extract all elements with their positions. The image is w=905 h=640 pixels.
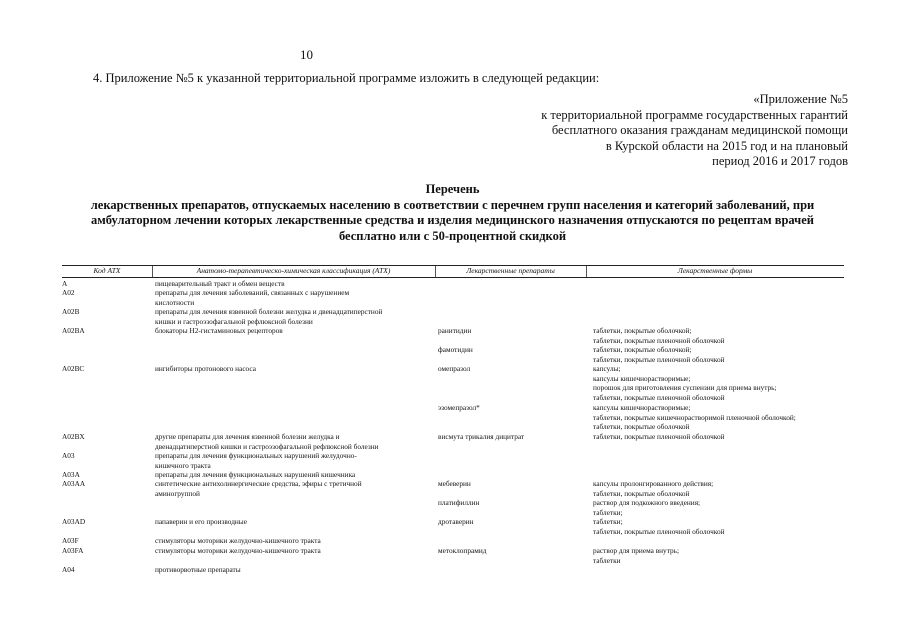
cell-text: противорвотные препараты (155, 565, 241, 574)
cell-text: A03 (62, 451, 75, 460)
cell-text: папаверин и его производные (155, 517, 247, 526)
cell-text: препараты для лечения функциональных нарушений желудочно- (155, 451, 357, 460)
cell-text: раствор для приема внутрь; (593, 546, 679, 555)
cell-code (62, 326, 152, 336)
cell-cls (155, 565, 435, 575)
cell-text: таблетки, покрытые оболочкой (593, 488, 690, 498)
cell-text: капсулы кишечнорастворимые; (593, 403, 691, 412)
header-atc: Анатомо-терапевтическо-химическая классификация (АТХ) (196, 266, 391, 275)
cell-text: пищеварительный тракт и обмен веществ (155, 279, 285, 288)
cell-code (62, 517, 152, 527)
cell-text: кислотности (155, 297, 195, 307)
cell-forms (593, 345, 853, 364)
cell-text: препараты для лечения язвенной болезни желудка и двенадцатиперстной (155, 307, 383, 316)
header-drugs: Лекарственные препараты (466, 266, 555, 275)
cell-code (62, 479, 152, 489)
cell-cls (155, 432, 435, 451)
cell-text: дротаверин (438, 517, 474, 526)
cell-forms (593, 498, 853, 517)
cell-code (62, 364, 152, 374)
cell-text: таблетки, покрытые пленочной оболочкой (593, 432, 725, 441)
cell-code (62, 536, 152, 546)
cell-text: таблетки, покрытые пленочной оболочкой (593, 526, 725, 536)
cell-cls (155, 517, 435, 527)
cell-text: A03FA (62, 546, 84, 555)
cell-text: синтетические антихолинергические средства, эфиры с третичной (155, 479, 362, 488)
cell-text: порошок для приготовления суспензии для приема внутрь; (593, 383, 777, 392)
appendix-header (541, 92, 848, 170)
cell-text: таблетки (593, 555, 621, 565)
cell-cls (155, 364, 435, 374)
cell-text: таблетки, покрытые кишечнорастворимой пленочной оболочкой; (593, 412, 796, 422)
cell-cls (155, 479, 435, 498)
cell-forms (593, 517, 853, 536)
title-line: амбулаторном лечении которых лекарственные средства и изделия медицинского назначения отпускаются по рецептам врачей (91, 213, 814, 227)
cell-text: A02BC (62, 364, 85, 373)
cell-text: эзомепразол* (438, 403, 480, 412)
title-line: бесплатно или с 50-процентной скидкой (338, 228, 567, 243)
appendix-line: бесплатного оказания гражданам медицинской помощи (551, 123, 848, 137)
cell-code (62, 565, 152, 575)
cell-code (62, 288, 152, 298)
cell-code (62, 451, 152, 461)
cell-drug (438, 326, 583, 336)
cell-text: кишки и гастроэзофагальной рефлюксной болезни (155, 316, 313, 326)
cell-text: двенадцатиперстной кишки и гастроэзофагальной рефлюксной болезни (155, 441, 379, 451)
title-line: лекарственных препаратов, отпускаемых населению в соответствии с перечнем групп населения и категорий заболеваний, при (90, 197, 815, 212)
cell-text: A02B (62, 307, 80, 316)
cell-text: таблетки, покрытые пленочной оболочкой (593, 335, 725, 345)
cell-drug (438, 403, 583, 413)
page-number: 10 (300, 47, 313, 62)
cell-forms (593, 479, 853, 498)
title-line: Перечень (425, 182, 480, 196)
cell-text: ингибиторы протонового насоса (155, 364, 256, 373)
cell-text: A04 (62, 565, 75, 574)
cell-text: таблетки, покрытые пленочной оболочкой (593, 354, 725, 364)
appendix-line: в Курской области на 2015 год и на плановый (605, 138, 848, 153)
document-title (0, 182, 905, 244)
cell-code (62, 432, 152, 442)
cell-text: капсулы; (593, 364, 621, 373)
cell-drug (438, 517, 583, 527)
cell-text: таблетки, покрытые пленочной оболочкой (593, 392, 725, 402)
cell-cls (155, 288, 435, 307)
cell-text: A03A (62, 470, 80, 479)
cell-code (62, 307, 152, 317)
cell-text: стимуляторы моторики желудочно-кишечного тракта (155, 546, 321, 555)
appendix-line: к территориальной программе государственных гарантий (541, 107, 848, 122)
cell-cls (155, 326, 435, 336)
table-header-border (62, 277, 844, 278)
cell-text: кишечного тракта (155, 460, 211, 470)
cell-text: висмута трикалия дицитрат (438, 432, 525, 441)
cell-text: другие препараты для лечения язвенной болезни желудка и (155, 432, 340, 441)
cell-forms (593, 432, 853, 442)
cell-drug (438, 364, 583, 374)
cell-text: стимуляторы моторики желудочно-кишечного тракта (155, 536, 321, 545)
cell-text: таблетки; (593, 517, 623, 526)
appendix-line: «Приложение №5 (753, 92, 848, 106)
cell-drug (438, 479, 583, 489)
cell-forms (593, 364, 853, 402)
appendix-line: период 2016 и 2017 годов (712, 154, 848, 168)
cell-text: ранитидин (438, 326, 472, 335)
cell-cls (155, 536, 435, 546)
intro-paragraph: 4. Приложение №5 к указанной территориальной программе изложить в следующей редакции: (93, 71, 600, 85)
cell-text: капсулы кишечнорастворимые; (593, 373, 691, 383)
cell-text: A02 (62, 288, 75, 297)
header-code: Код АТХ (93, 266, 121, 275)
cell-text: A02BX (62, 432, 85, 441)
cell-text: метоклопрамид (438, 546, 487, 555)
cell-cls (155, 451, 435, 470)
cell-text: таблетки, покрытые оболочкой; (593, 326, 692, 335)
cell-text: блокаторы Н2-гистаминовых рецепторов (155, 326, 283, 335)
cell-text: мебеверин (438, 479, 471, 488)
cell-text: A03AA (62, 479, 86, 488)
cell-text: фамотидин (438, 345, 473, 354)
cell-drug (438, 498, 583, 508)
cell-drug (438, 432, 583, 442)
cell-text: омепразол (438, 364, 471, 373)
cell-text: платифиллин (438, 498, 480, 507)
cell-text: A03AD (62, 517, 86, 526)
cell-text: раствор для подкожного введения; (593, 498, 701, 507)
cell-text: таблетки, покрытые оболочкой (593, 422, 690, 431)
cell-text: A (62, 279, 68, 288)
cell-cls (155, 307, 435, 326)
cell-text: A03F (62, 536, 79, 545)
cell-text: таблетки; (593, 507, 623, 517)
cell-forms (593, 546, 853, 565)
cell-forms (593, 403, 853, 432)
cell-text: аминогруппой (155, 488, 200, 498)
cell-forms (593, 326, 853, 345)
cell-cls (155, 546, 435, 556)
cell-text: таблетки, покрытые оболочкой; (593, 345, 692, 354)
cell-drug (438, 345, 583, 355)
cell-text: препараты для лечения функциональных нарушений кишечника (155, 470, 356, 479)
cell-text: препараты для лечения заболеваний, связанных с нарушением (155, 288, 350, 297)
cell-text: A02BA (62, 326, 85, 335)
cell-code (62, 546, 152, 556)
cell-text: капсулы пролонгированного действия; (593, 479, 714, 488)
cell-drug (438, 546, 583, 556)
header-forms: Лекарственные формы (677, 266, 753, 275)
